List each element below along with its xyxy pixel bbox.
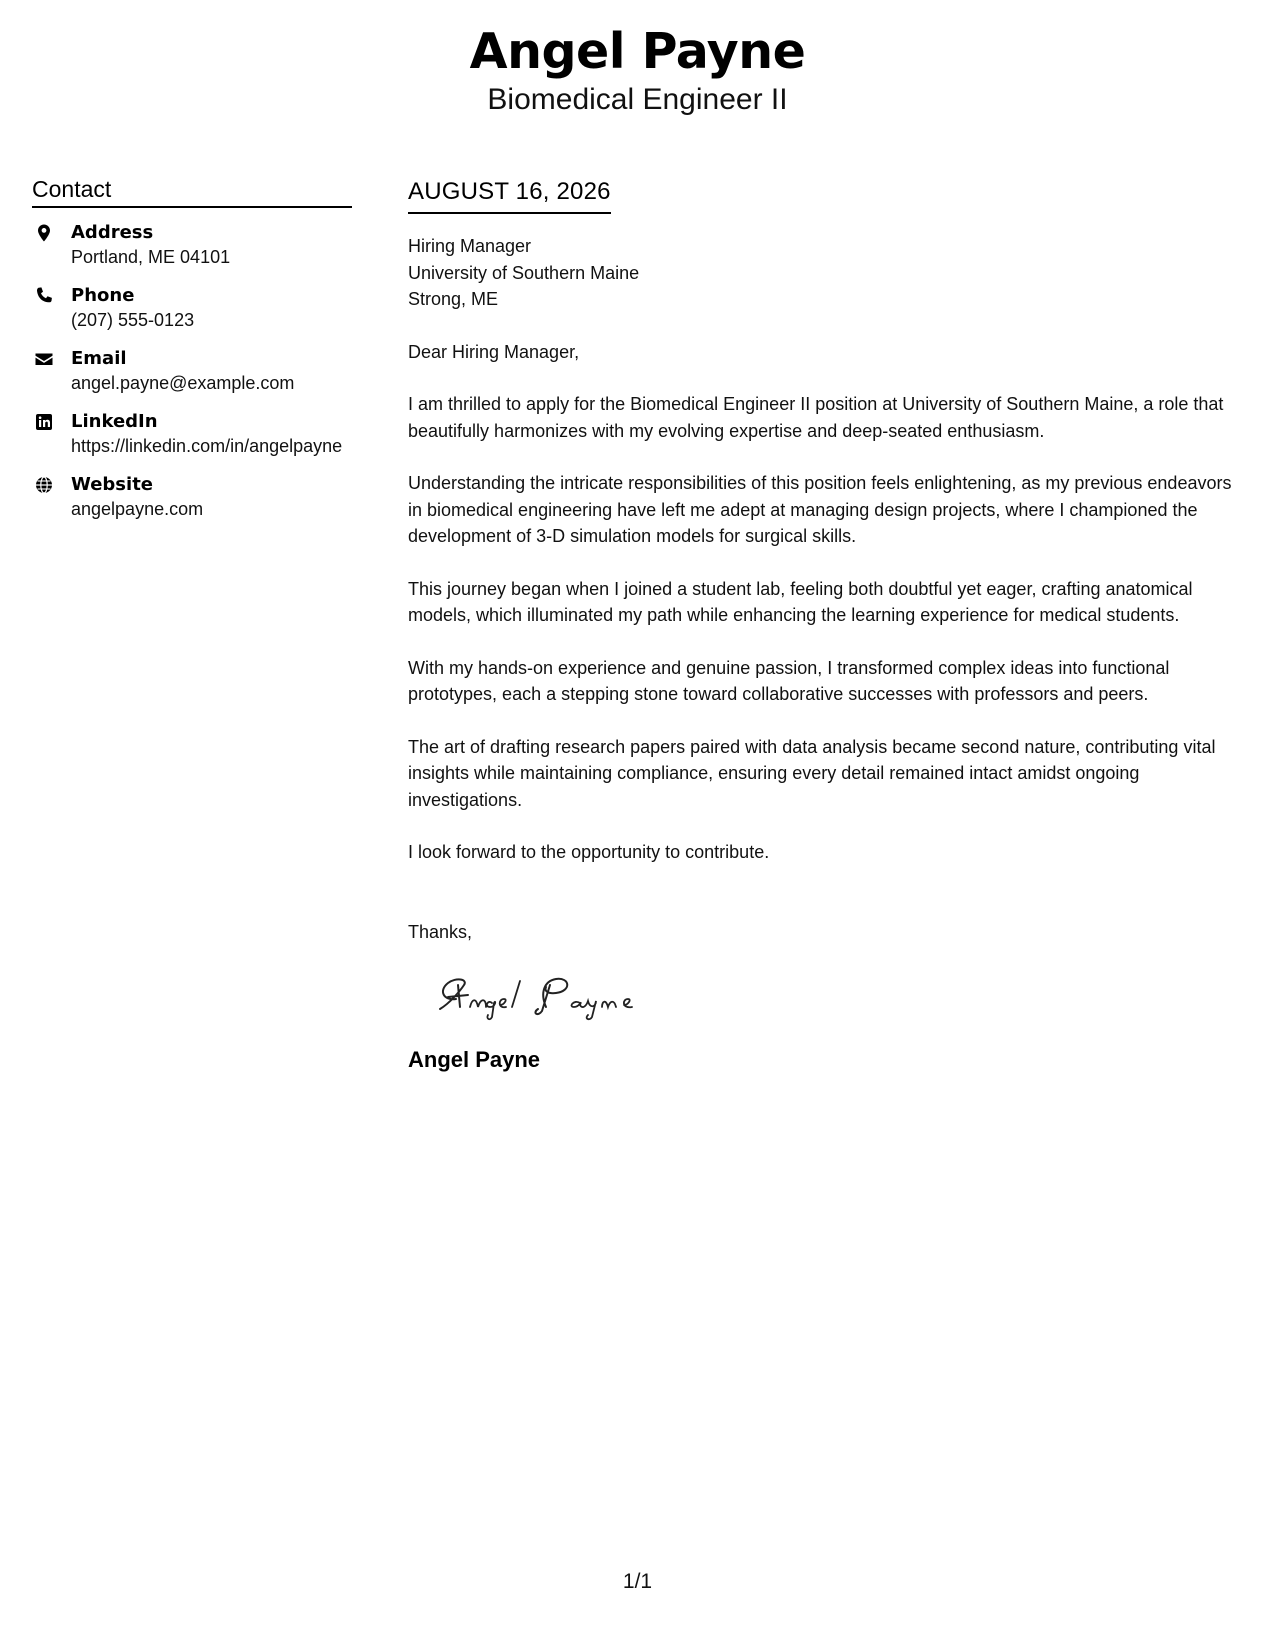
signature-image [430, 963, 660, 1023]
header [0, 22, 1275, 118]
contact-heading: Contact [32, 174, 352, 208]
contact-item-website [32, 472, 352, 522]
date-block [408, 176, 611, 214]
address-label: Address [71, 222, 154, 243]
recipient-line: Hiring Manager [408, 236, 532, 256]
closing: Thanks, [408, 921, 473, 942]
page-number: 1/1 [622, 1570, 653, 1593]
signer-name: Angel Payne [408, 1046, 541, 1072]
globe-icon [34, 475, 54, 495]
contact-item-email [32, 346, 352, 396]
email-label: Email [71, 348, 127, 369]
contact-item-linkedin [32, 409, 352, 459]
recipient-block [408, 233, 1238, 313]
address-value: Portland, ME 04101 [71, 247, 231, 267]
contact-item-address [32, 220, 352, 270]
website-label: Website [71, 474, 154, 495]
website-value: angelpayne.com [71, 499, 204, 519]
email-value: angel.payne@example.com [71, 373, 295, 393]
map-marker-icon [34, 223, 54, 243]
job-title: Biomedical Engineer II [487, 83, 788, 116]
phone-icon [34, 286, 54, 306]
paragraph: This journey began when I joined a student lab, feeling both doubtful yet eager, crafting anatomical models, which illuminated my path while enhancing the learning experience for medical students. [408, 578, 1193, 625]
paragraph: The art of drafting research papers paired with data analysis became second nature, contributing vital insights while maintaining compliance, ensuring every detail remained intact amidst ongoing investigations. [408, 736, 1216, 810]
letter-body [408, 176, 1238, 1075]
letter-date: AUGUST 16, 2026 [408, 178, 611, 205]
salutation: Dear Hiring Manager, [408, 341, 580, 362]
contact-list [32, 220, 352, 522]
paragraph: I look forward to the opportunity to contribute. [408, 842, 770, 862]
linkedin-icon [34, 412, 54, 432]
recipient-line: Strong, ME [408, 289, 499, 309]
phone-value: (207) 555-0123 [71, 310, 195, 330]
recipient-line: University of Southern Maine [408, 262, 640, 283]
envelope-icon [34, 349, 54, 369]
paragraph: Understanding the intricate responsibilities of this position feels enlightening, as my previous endeavors in biomedical engineering have left me adept at managing design projects, where I championed the development of 3-D simulation models for surgical skills. [408, 473, 1232, 546]
contact-sidebar [32, 174, 352, 535]
linkedin-value: https://linkedin.com/in/angelpayne [71, 436, 343, 456]
applicant-name: Angel Payne [469, 23, 806, 80]
paragraph: With my hands-on experience and genuine passion, I transformed complex ideas into functional prototypes, each a stepping stone toward collaborative successes with professors and peers. [408, 657, 1170, 704]
paragraph: I am thrilled to apply for the Biomedical Engineer II position at University of Southern Maine, a role that beautifully harmonizes with my evolving expertise and deep-seated enthusiasm. [408, 394, 1224, 441]
linkedin-label: LinkedIn [71, 411, 158, 432]
contact-item-phone [32, 283, 352, 333]
phone-label: Phone [71, 285, 135, 306]
